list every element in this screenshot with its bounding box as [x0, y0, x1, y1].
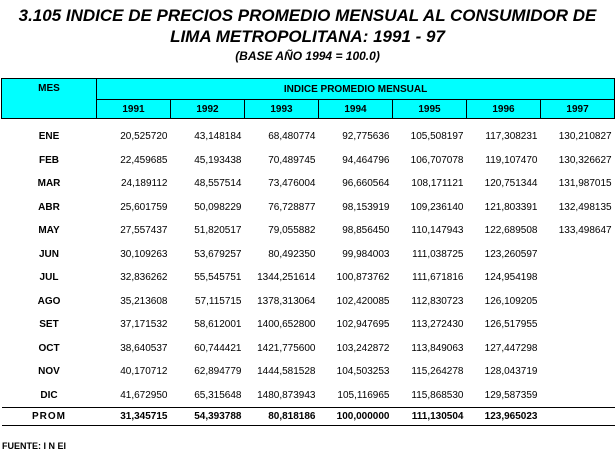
year-header: 1996: [467, 100, 541, 119]
index-value: 127,447298: [484, 342, 538, 354]
index-value: 119,107470: [485, 154, 538, 166]
month-label: ENE: [38, 131, 60, 143]
index-value: 113,849063: [411, 342, 464, 354]
month-label: JUL: [39, 272, 59, 284]
index-value: 105,116965: [337, 389, 390, 401]
index-value: 131,987015: [558, 178, 612, 190]
index-value: 109,236140: [410, 201, 464, 213]
table-row: [2, 337, 615, 361]
index-value: 133,498647: [558, 225, 612, 237]
month-label: FEB: [39, 154, 59, 166]
index-value: 110,147943: [411, 225, 464, 237]
index-value: 1421,775600: [257, 342, 316, 354]
year-header: 1993: [245, 100, 319, 119]
index-value: 100,873762: [336, 272, 390, 284]
year-header: 1991: [97, 100, 171, 119]
average-value: 123,965023: [467, 408, 541, 426]
index-value: 68,480774: [268, 131, 316, 143]
index-value: 27,557437: [120, 225, 168, 237]
page-title-line2: LIMA METROPOLITANA: 1991 - 97: [170, 27, 445, 46]
index-value: 50,098229: [194, 201, 242, 213]
month-label: ABR: [38, 201, 60, 213]
index-value: 104,503253: [336, 366, 390, 378]
month-label: OCT: [38, 342, 60, 354]
index-value: 65,315648: [194, 389, 242, 401]
year-header: 1997: [541, 100, 615, 119]
index-value: [541, 266, 615, 290]
index-value: 102,947695: [336, 319, 390, 331]
index-value: 1378,313064: [257, 295, 316, 307]
average-row: [2, 408, 615, 426]
index-value: 121,803391: [484, 201, 538, 213]
index-value: 111,038725: [412, 248, 464, 260]
month-column-header: MES: [2, 79, 97, 119]
index-value: [541, 384, 615, 408]
index-value: 129,587359: [484, 389, 538, 401]
table-row: [2, 313, 615, 337]
index-value: 40,170712: [120, 366, 168, 378]
index-value: 62,894779: [194, 366, 242, 378]
index-value: 115,264278: [411, 366, 464, 378]
index-value: [541, 360, 615, 384]
index-value: 92,775636: [342, 131, 390, 143]
index-value: 117,308231: [485, 131, 538, 143]
index-value: 22,459685: [120, 154, 168, 166]
table-row: [2, 384, 615, 408]
index-value: 41,672950: [120, 389, 168, 401]
average-value: 31,345715: [97, 408, 171, 426]
index-value: 20,525720: [120, 131, 168, 143]
table-row: [2, 243, 615, 267]
index-value: 24,189112: [120, 178, 168, 190]
index-value: 73,476004: [268, 178, 316, 190]
index-value: 94,464796: [342, 154, 390, 166]
index-value: 1400,652800: [257, 319, 316, 331]
average-value: 100,000000: [319, 408, 393, 426]
index-value: 60,744421: [194, 342, 242, 354]
index-value: 37,171532: [120, 319, 168, 331]
table-row: [2, 119, 615, 149]
table-row: [2, 266, 615, 290]
index-value: 53,679257: [194, 248, 242, 260]
index-value: 70,489745: [268, 154, 316, 166]
month-label: SET: [39, 319, 59, 331]
table-row: [2, 360, 615, 384]
average-value: 80,818186: [245, 408, 319, 426]
index-value: 98,153919: [342, 201, 390, 213]
index-value: 111,671816: [412, 272, 464, 284]
index-value: 130,210827: [558, 131, 612, 143]
index-value: 106,707078: [410, 154, 464, 166]
index-value: 108,171121: [411, 178, 464, 190]
table-row: [2, 219, 615, 243]
index-value: 25,601759: [120, 201, 168, 213]
source-note: FUENTE: I N EI: [2, 441, 67, 451]
index-value: 122,689508: [484, 225, 538, 237]
month-label: JUN: [38, 248, 59, 260]
average-value: 54,393788: [171, 408, 245, 426]
average-value: 111,130504: [393, 408, 467, 426]
index-value: 123,260597: [484, 248, 538, 260]
index-value: 30,109263: [120, 248, 168, 260]
index-value: 105,508197: [410, 131, 464, 143]
index-value: 96,660564: [342, 178, 390, 190]
index-value: 35,213608: [120, 295, 168, 307]
index-value: 1480,873943: [257, 389, 316, 401]
page-title: 3.105 INDICE DE PRECIOS PROMEDIO MENSUAL AL CONSUMIDOR DE: [18, 6, 597, 25]
index-value: [541, 290, 615, 314]
index-value: 98,856450: [342, 225, 390, 237]
index-value: 126,517955: [484, 319, 538, 331]
table-row: [2, 149, 615, 173]
index-value: 79,055882: [268, 225, 316, 237]
index-value: [541, 243, 615, 267]
index-value: 120,751344: [484, 178, 538, 190]
index-value: 102,420085: [336, 295, 390, 307]
month-label: MAR: [37, 178, 61, 190]
index-value: 51,820517: [194, 225, 242, 237]
index-value: 99,984003: [342, 248, 390, 260]
index-value: 126,109205: [484, 295, 538, 307]
index-value: 124,954198: [484, 272, 538, 284]
year-header: 1995: [393, 100, 467, 119]
index-value: 57,115715: [194, 295, 242, 307]
average-label: PROM: [2, 408, 97, 426]
page-subtitle: (BASE AÑO 1994 = 100.0): [235, 49, 380, 63]
index-value: 38,640537: [120, 342, 168, 354]
average-value: [541, 408, 615, 426]
index-value: 130,326627: [558, 154, 612, 166]
index-value: 1444,581528: [257, 366, 316, 378]
year-header: 1994: [319, 100, 393, 119]
index-value: [541, 337, 615, 361]
table-row: [2, 196, 615, 220]
index-value: 58,612001: [194, 319, 242, 331]
price-index-table: [1, 78, 615, 426]
index-value: 1344,251614: [257, 272, 316, 284]
index-value: 76,728877: [268, 201, 316, 213]
index-value: 132,498135: [558, 201, 612, 213]
index-group-header: INDICE PROMEDIO MENSUAL: [97, 79, 615, 100]
index-value: 80,492350: [268, 248, 316, 260]
index-value: 43,148184: [194, 131, 242, 143]
index-value: [541, 313, 615, 337]
index-value: 55,545751: [194, 272, 242, 284]
index-value: 45,193438: [194, 154, 242, 166]
index-value: 48,557514: [194, 178, 242, 190]
index-value: 113,272430: [411, 319, 464, 331]
index-value: 103,242872: [336, 342, 390, 354]
table-row: [2, 172, 615, 196]
month-label: NOV: [38, 366, 60, 378]
index-value: 32,836262: [120, 272, 168, 284]
index-value: 112,830723: [411, 295, 464, 307]
month-label: DIC: [40, 389, 58, 401]
month-label: AGO: [37, 295, 61, 307]
year-header: 1992: [171, 100, 245, 119]
month-label: MAY: [38, 225, 60, 237]
index-value: 115,868530: [411, 389, 464, 401]
index-value: 128,043719: [484, 366, 538, 378]
table-row: [2, 290, 615, 314]
